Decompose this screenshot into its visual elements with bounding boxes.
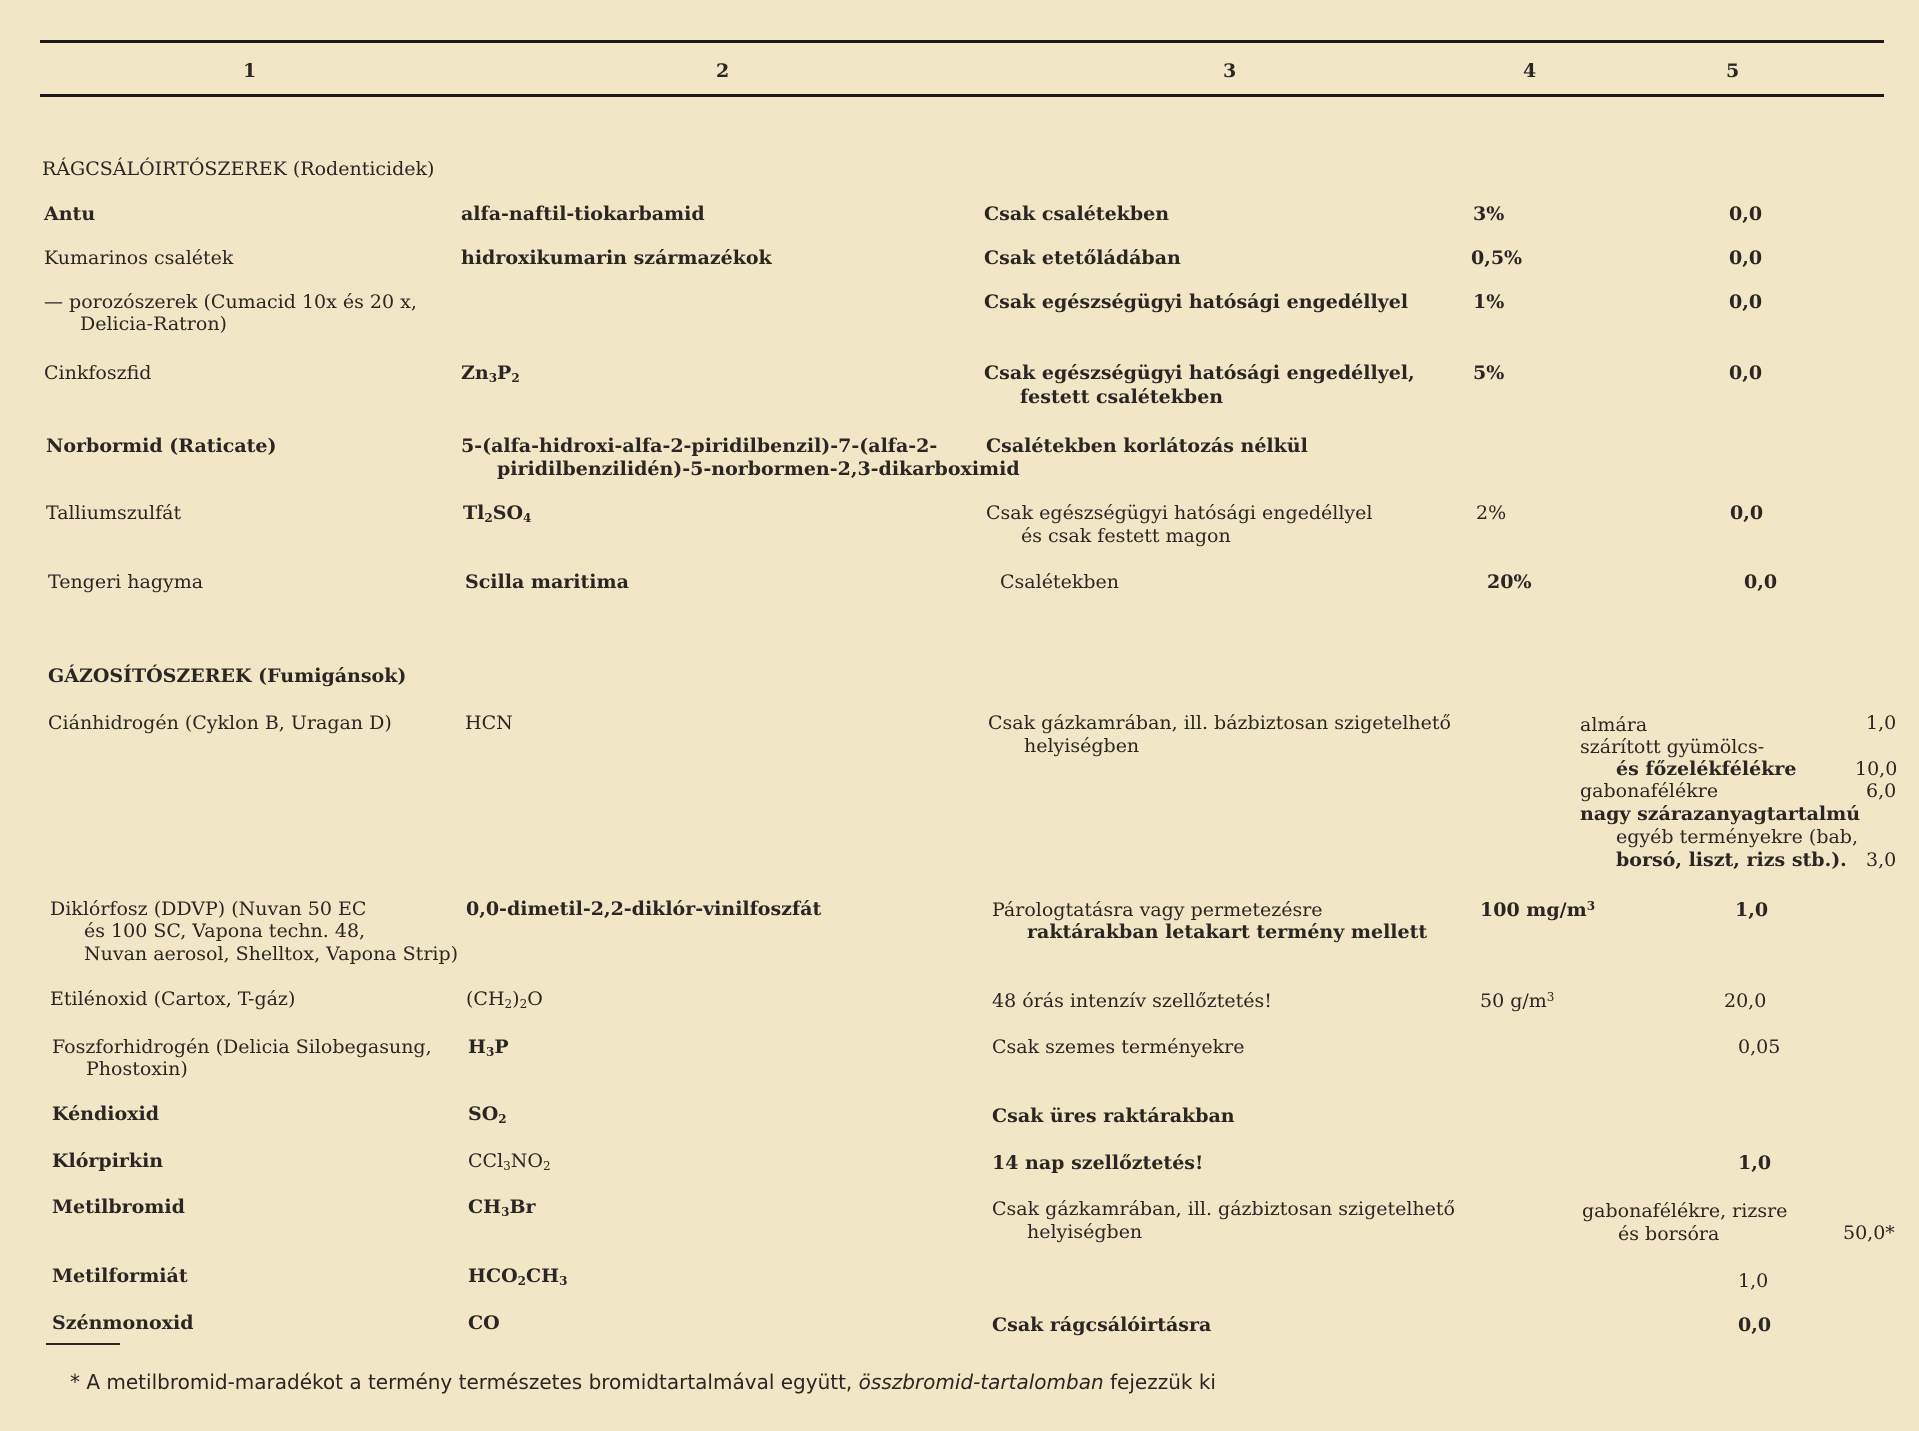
tolerance-label: és főzelékfélékre xyxy=(1616,758,1797,780)
concentration: 2% xyxy=(1476,502,1507,524)
usage-condition: 14 nap szellőztetés! xyxy=(992,1152,1204,1174)
footnote-text: A metilbromid-maradékot a termény természetes bromidtartalmával együtt, xyxy=(86,1370,853,1394)
active-substance: HCN xyxy=(465,712,513,734)
tolerance-value: 50,0* xyxy=(1843,1222,1895,1244)
active-substance: Scilla maritima xyxy=(465,571,629,593)
column-header-3: 3 xyxy=(1223,60,1237,82)
header-top-rule xyxy=(40,40,1884,43)
active-substance: CO xyxy=(468,1312,500,1334)
product-name: Kéndioxid xyxy=(52,1103,160,1125)
concentration: 0,5% xyxy=(1471,247,1523,269)
footnote-marker: * xyxy=(70,1370,80,1394)
usage-condition: Csak etetőládában xyxy=(984,247,1181,269)
usage-condition: Párologtatásra vagy permetezésre xyxy=(992,899,1323,921)
product-name: Talliumszulfát xyxy=(46,502,182,524)
active-substance-formula: $SO_2$ xyxy=(468,1103,507,1126)
usage-condition: Csak üres raktárakban xyxy=(992,1105,1235,1127)
concentration: 3% xyxy=(1473,203,1505,225)
section-title-rodenticides: RÁGCSÁLÓIRTÓSZEREK (Rodenticidek) xyxy=(42,158,435,180)
product-name: Ciánhidrogén (Cyklon B, Uragan D) xyxy=(48,712,392,734)
tolerance-label: gabonafélékre xyxy=(1580,780,1719,802)
column-header-2: 2 xyxy=(716,60,730,82)
product-name: Metilbromid xyxy=(52,1196,185,1218)
usage-condition: Csak rágcsálóirtásra xyxy=(992,1314,1212,1336)
usage-condition: Csak egészségügyi hatósági engedéllyel xyxy=(986,502,1373,524)
usage-condition: Csak gázkamrában, ill. bázbiztosan szigetelhető xyxy=(988,712,1451,734)
product-name: — porozószerek (Cumacid 10x és 20 x, xyxy=(44,291,417,313)
column-header-5: 5 xyxy=(1726,60,1740,82)
tolerance: 1,0 xyxy=(1735,899,1769,921)
tolerance-label: gabonafélékre, rizsre xyxy=(1582,1200,1788,1222)
usage-condition: Csak szemes terményekre xyxy=(992,1036,1245,1058)
usage-condition: Csak csalétekben xyxy=(984,203,1170,225)
product-name: Kumarinos csalétek xyxy=(44,247,234,269)
tolerance-label: borsó, liszt, rizs stb.). xyxy=(1616,849,1847,871)
product-name-continued: Nuvan aerosol, Shelltox, Vapona Strip) xyxy=(84,943,459,965)
tolerance: 0,0 xyxy=(1744,571,1778,593)
header-bottom-rule xyxy=(40,94,1884,97)
tolerance-label: egyéb terményekre (bab, xyxy=(1616,826,1859,848)
tolerance: 0,0 xyxy=(1729,247,1763,269)
active-substance-formula: $HCO_2CH_3$ xyxy=(468,1265,568,1288)
product-name: Szénmonoxid xyxy=(52,1312,194,1334)
product-name: Klórpirkin xyxy=(52,1150,164,1172)
tolerance: 0,0 xyxy=(1729,362,1763,384)
tolerance-label: almára xyxy=(1580,714,1648,736)
product-name-continued: Delicia-Ratron) xyxy=(80,313,227,335)
tolerance-label: nagy szárazanyagtartalmú xyxy=(1580,803,1861,825)
tolerance-label: szárított gyümölcs- xyxy=(1580,736,1765,758)
column-header-4: 4 xyxy=(1523,60,1537,82)
product-name: Foszforhidrogén (Delicia Silobegasung, xyxy=(52,1036,432,1058)
active-substance-continued: piridilbenzilidén)-5-norbormen-2,3-dikarboximid xyxy=(497,458,1020,480)
tolerance: 0,05 xyxy=(1738,1036,1781,1058)
active-substance: 0,0-dimetil-2,2-diklór-vinilfoszfát xyxy=(466,898,822,920)
tolerance-value: 10,0 xyxy=(1855,758,1898,780)
concentration: 1% xyxy=(1473,291,1505,313)
active-substance-formula: $H_3P$ xyxy=(468,1036,509,1059)
product-name: Metilformiát xyxy=(52,1265,188,1287)
usage-condition-continued: festett csalétekben xyxy=(1020,386,1224,408)
footnote xyxy=(70,1370,1216,1394)
active-substance-formula: $Zn_3P_2$ xyxy=(461,362,520,385)
concentration: 20% xyxy=(1487,571,1532,593)
usage-condition: 48 órás intenzív szellőztetés! xyxy=(992,990,1272,1012)
usage-condition-continued: raktárakban letakart termény mellett xyxy=(1027,921,1428,943)
active-substance: hidroxikumarin származékok xyxy=(461,247,772,269)
product-name: Etilénoxid (Cartox, T-gáz) xyxy=(50,988,296,1010)
product-name-continued: és 100 SC, Vapona techn. 48, xyxy=(84,920,366,942)
tolerance: 1,0 xyxy=(1738,1270,1769,1292)
usage-condition: Csak gázkamrában, ill. gázbiztosan szigetelhető xyxy=(992,1198,1455,1220)
concentration: 50 $g/m^3$ xyxy=(1480,990,1555,1012)
tolerance: 0,0 xyxy=(1729,203,1763,225)
usage-condition: Csak egészségügyi hatósági engedéllyel, xyxy=(984,362,1415,384)
usage-condition-continued: és csak festett magon xyxy=(1021,525,1231,547)
tolerance: 1,0 xyxy=(1738,1152,1772,1174)
footnote-italic-text: összbromid-tartalomban xyxy=(858,1370,1104,1394)
product-name: Cinkfoszfid xyxy=(44,362,152,384)
tolerance: 0,0 xyxy=(1729,291,1763,313)
footnote-text-end: fejezzük ki xyxy=(1110,1370,1216,1394)
usage-condition-continued: helyiségben xyxy=(1027,1221,1143,1243)
usage-condition: Csalétekben xyxy=(1000,571,1119,593)
active-substance-formula: $CCl_3NO_2$ xyxy=(468,1150,551,1173)
concentration: 5% xyxy=(1473,362,1505,384)
active-substance-formula: $Tl_2SO_4$ xyxy=(463,502,532,525)
tolerance-value: 1,0 xyxy=(1866,712,1897,734)
usage-condition: Csalétekben korlátozás nélkül xyxy=(986,435,1308,457)
product-name: Tengeri hagyma xyxy=(48,571,204,593)
tolerance: 20,0 xyxy=(1724,990,1767,1012)
tolerance-value: 3,0 xyxy=(1866,849,1897,871)
tolerance-label: és borsóra xyxy=(1618,1223,1720,1245)
usage-condition-continued: helyiségben xyxy=(1024,735,1140,757)
active-substance: alfa-naftil-tiokarbamid xyxy=(461,203,705,225)
product-name: Norbormid (Raticate) xyxy=(46,435,277,457)
tolerance: 0,0 xyxy=(1738,1314,1772,1336)
tolerance-value: 6,0 xyxy=(1866,780,1897,802)
active-substance: 5-(alfa-hidroxi-alfa-2-piridilbenzil)-7-(alfa-2- xyxy=(461,435,938,457)
usage-condition: Csak egészségügyi hatósági engedéllyel xyxy=(984,291,1409,313)
active-substance-formula: $(CH_2)_2O$ xyxy=(466,988,543,1011)
concentration: 100 $mg/m^3$ xyxy=(1480,899,1596,921)
product-name: Diklórfosz (DDVP) (Nuvan 50 EC xyxy=(50,898,367,920)
product-name: Antu xyxy=(44,203,96,225)
active-substance-formula: $CH_3Br$ xyxy=(468,1196,536,1219)
product-name-continued: Phostoxin) xyxy=(86,1058,188,1080)
footnote-rule xyxy=(46,1343,120,1345)
tolerance: 0,0 xyxy=(1730,502,1764,524)
section-title-fumigants: GÁZOSÍTÓSZEREK (Fumigánsok) xyxy=(48,665,407,687)
column-header-1: 1 xyxy=(243,60,257,82)
